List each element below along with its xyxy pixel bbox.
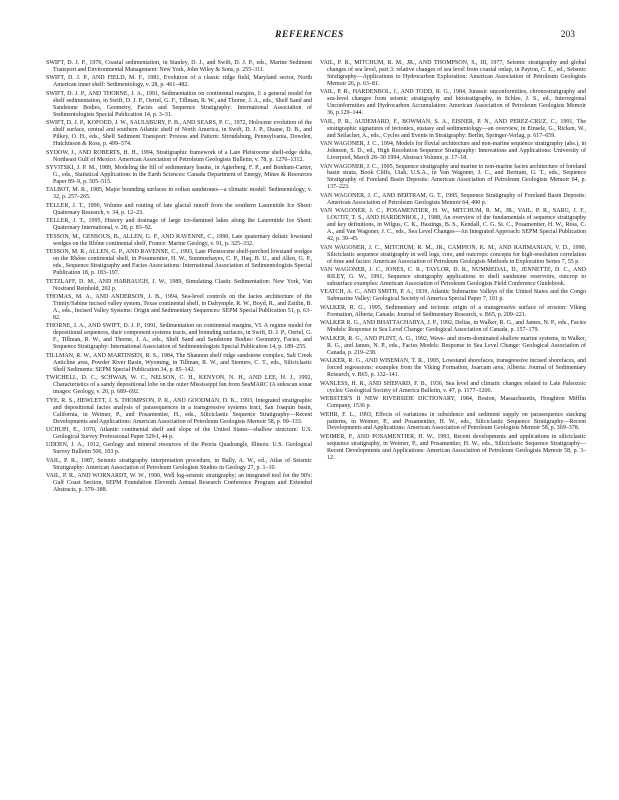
reference-entry: VAN WAGONER, J. C., AND BERTRAM, G. T., 1995, Sequence Stratigraphy of Foreland Basin Deposits: American Association of Petroleum Geologists Memoir 64, 490 p. [320,192,586,206]
reference-entry: TILLMAN, R. W., AND MARTINSEN, R. S., 1984, The Shannon shelf ridge sandstone complex, Salt Creek Anticline area, Powder River Basin, Wyoming, in Tillman, R. W., and Siemers, C. T., eds., Siliciclastic Shelf Sediments: SEPM Special Publication 34, p. 85–142. [46,352,312,373]
reference-entry: VEATCH, A. C., AND SMITH, P. A., 1939, Atlantic Submarine Valleys of the United States and the Congo Submarine Valley: Geological Society of America Special Paper 7, 101 p. [320,289,586,303]
reference-entry: TESSON, M., GENSOUS, B., ALLEN, G. P., AND RAVENNE, C., 1990, Late quaternary deltaic lowstand wedges on the Rhône continental shelf, France: Marine Geology, v. 91, p. 325–332. [46,233,312,247]
reference-entry: VAN WAGONER, J. C., JONES, C. R., TAYLOR, D. R., NUMMEDAL, D., JENNETTE, D. C., AND RILEY, G. W., 1991, Sequence stratigraphy applications to shelf sandstone reservoirs, outcrop to subsurface examples: American Association of Petroleum Geologists Field Conference Guidebook. [320,267,586,287]
reference-entry: VAN WAGONER, J. C., 1995, Sequence stratigraphy and marine to non-marine facies architecture of foreland basin strata, Book Cliffs, Utah, U.S.A., in Van Wagoner, J. C., and Bertram, G. T., eds., Sequence Stratigraphy of Foreland Basin Deposits: American Association of Petroleum Geologists Memoir 64, p. 137–223. [320,163,586,191]
reference-entry: THORNE, J. A., AND SWIFT, D. J. P., 1991, Sedimentation on continental margins, VI. A regime model for depositional sequences, their component systems tracts, and bounding surfaces, in Swift, D. J. P., Oertel, G. F., Tillman, R. W., and Thorne, J. A., eds., Shelf Sand and Sandstone Bodies: Geometry, Facies, and Sequence Stratigraphy: International Association of Sedimentologists Special Publication 14, p. 189–255. [46,323,312,351]
reference-entry: SYVITSKI, J. P. M., 1989, Modeling the fill of sedimentary basins, in Agterberg, F. P., and Bonham-Carter, G., eds., Statistical Applications in the Earth Sciences: Canada Department of Energy, Mines & Resources Paper 89–9, p. 505–515. [46,165,312,185]
reference-entry: VAN WAGONER, J. C., POSAMENTIER, H. W., MITCHUM, R. M., JR., VAIL, P. R., SARG, J. F., LOUTIT, T. S., AND HARDENBOL, J., 1988, An overview of the fundamentals of sequence stratigraphy and key definitions, in Wilgus, C. K., Hastings, B. S., Kendall, C. G. St. C., Posamentier, H. W., Ross, C. A., and Van Wagoner, J. C., eds., Sea Level Changes—An Integrated Approach: SEPM Special Publication 42, p. 39–45. [320,208,586,243]
reference-entry: SYDOW, J., AND ROBERTS, H. H., 1994, Stratigraphic framework of a Late Pleistocene shelf-edge delta, Northeast Gulf of Mexico: American Association of Petroleum Geologists Bulletin, v. 78, p. 1276–1312. [46,149,312,163]
reference-entry: WALKER, R. G., AND PLINT, A. G., 1992, Wave- and storm-dominated shallow marine systems, in Walker, R. G., and James, N. P., eds., Facies Models: Response to Sea Level Change: Geological Association of Canada, p. 219–238. [320,335,586,356]
page-number: 203 [560,30,575,40]
references-column-right [320,60,586,463]
reference-entry: SWIFT, D. J. P., KOFOED, J. W., SAULSBURY, F. B., AND SEARS, P. C., 1972, Holocene evolution of the shelf surface, central and southern Atlantic shelf of North America, in Swift, D. J. P., Duane, D. B., and Pilkey, O. H., eds., Shelf Sediment Transport: Process and Pattern: Stroudsburg, Pennsylvania, Dowden, Hutchinson & Ross, p. 499–574. [46,120,312,148]
reference-entry: VAIL, P. R., MITCHUM, R. M., JR., AND THOMPSON, S., III, 1977, Seismic stratigraphy and global changes of sea level, part 3: relative changes of sea level from coastal onlap, in Payton, C. E., ed., Seismic Stratigraphy—Applications to Hydrocarbon Exploration: American Association of Petroleum Geologists Memoir 26, p. 63–81. [320,60,586,87]
reference-entry: SWIFT, D. J. P., AND FIELD, M. F., 1981, Evolution of a classic ridge field, Maryland sector, North American inner shelf: Sedimentology, v. 28, p. 461–482. [46,75,312,89]
page-header [0,30,619,44]
reference-entry: TETZLAFF, D. M., AND HARBAUGH, J. W., 1989, Simulating Clastic Sedimentation: New York, Van Nostrand Reinhold, 202 p. [46,278,312,292]
reference-entry: THOMAS, M. A., AND ANDERSON, J. B., 1994, Sea-level controls on the facies architecture of the Trinity/Sabine incised valley system, Texas continental shelf, in Dalrymple, R. W., Boyd, R., and Zaitlin, B. A., eds., Incised Valley Systems: Origin and Sedimentary Sequences: SEPM Special Publication 51, p. 63–82. [46,294,312,321]
reference-entry: WEBSTER'S II NEW RIVERSIDE DICTIONARY, 1984, Boston, Massachusetts, Houghton Mifflin Company, 1536 p. [320,396,586,410]
references-column-left [46,60,312,496]
reference-entry: TALBOT, M. R., 1985, Major bounding surfaces in eolian sandstones—a climatic model: Sedimentology, v. 32, p. 257–265. [46,187,312,201]
reference-entry: SWIFT, D. J. P., AND THORNE, J. A., 1991, Sedimentation on continental margins, I: a general model for shelf sedimentation, in Swift, D. J. P., Oertel, G. F., Tillman, R. W., and Thorne, J. A., eds., Shelf Sand and Sandstone Bodies, Geometry, Facies and Sequence Stratigraphy: International Association of Sedimentologists Special Publication 14, p. 3–31. [46,90,312,118]
reference-entry: WALKER, R. G., 1995, Sedimentary and tectonic origin of a transgressive surface of erosion: Viking Formation, Alberta, Canada: Journal of Sedimentary Research, v. B65, p. 209–221. [320,304,586,318]
reference-entry: VAIL, P. R., 1987, Seismic stratigraphy interpretation procedure, in Bally, A. W., ed., Atlas of Seismic Stratigraphy: American Association of Petroleum Geologists Studies in Geology 27, p. 1–10. [46,457,312,471]
reference-entry: WANLESS, H. R., AND SHEPARD, F. B., 1936, Sea level and climatic changes related to Late Paleozoic cycles: Geological Society of America Bulletin, v. 47, p. 1177–1206. [320,380,586,394]
reference-entry: SWIFT, D. J. P., 1976, Coastal sedimentation, in Stanley, D. J., and Swift, D. J. P., eds., Marine Sediment Transport and Environmental Management: New York, John Wiley & Sons, p. 255–311. [46,60,312,73]
reference-entry: TWICHELL, D. C., SCHWAB, W. C., NELSON, C. H., KENYON, N. H., AND LEE, H. J., 1992, Characteristics of a sandy depositional lobe on the outer Mississippi fan from SeaMARC IA sidescan sonar images: Geology, v. 20, p. 689–692. [46,375,312,396]
reference-entry: TELLER, J. T., 1990, Volume and routing of late glacial runoff from the southern Laurentide Ice Sheet: Quaternary Research, v. 34, p. 12–23. [46,202,312,216]
reference-entry: WALKER, R. G., AND WISEMAN, T. R., 1995, Lowstand shorefaces, transgressive incised shorefaces, and forced regressions: examples from the Viking Formation, Joarcam area, Alberta: Journal of Sedimentary Research, v. B65, p. 132–141. [320,358,586,379]
reference-entry: WEHR, F. L., 1993, Effects of variations in subsidence and sediment supply on parasequence stacking patterns, in Weimer, P., and Posamentier, H. W., eds., Siliciclastic Sequence Stratigraphy—Recent Developments and Applications: American Association of Petroleum Geologists Memoir 58, p. 369–378. [320,411,586,432]
reference-entry: WEIMER, P., AND POSAMENTIER, H. W., 1993, Recent developments and applications in siliciclastic sequence stratigraphy, in Weimer, P., and Posamentier, H. W., eds., Siliciclastic Sequence Stratigraphy—Recent Developments and Applications: American Association of Petroleum Geologists Memoir 58, p. 3–12. [320,433,586,461]
reference-entry: TELLER, J. T., 1995, History and drainage of large ice-dammed lakes along the Laurentide Ice Sheet: Quaternary International, v. 28, p. 83–92. [46,218,312,232]
reference-entry: TYE, R. S., HEWLETT, J. S. THOMPSON, P. R., AND GOODMAN, D. K., 1993, Integrated stratigraphic and depositional facies analysis of parasequences in a transgressive systems tract, San Joaquin basin, California, in Weimer, P., and Posamentier, H., eds., Siliciclastic Sequence Stratigraphy—Recent Developments and Applications: American Association of Petroleum Geologists Memoir 58, p. 99–133. [46,397,312,425]
reference-entry: UCHUPI, E., 1970, Atlantic continental shelf and slope of the United States—shallow structure: U.S. Geological Survey Professional Paper 529-I, 44 p. [46,427,312,440]
reference-entry: UDDEN, J. A., 1912, Geology and mineral resources of the Peoria Quadrangle, Illinois: U.S. Geological Survey Bulletin 506, 103 p. [46,442,312,456]
reference-entry: VAN WAGONER, J. C., MITCHUM, R. M., JR., CAMPION, K. M., AND RAHMANIAN, V. D., 1990, Siliciclastic sequence stratigraphy in well logs, core, and outcrops: concepts for high-resolution correlation of time and facies: American Association of Petroleum Geologists Methods in Exploration Series 7, 55 p. [320,244,586,265]
reference-entry: VAN WAGONER, J. C., 1994, Models for fluvial architecture and non-marine sequence stratigraphy (abs.), in Johnson, S. D., ed., High Resolution Sequence Stratigraphy: Innovations and Applications: University of Liverpool, March 28–30 1994, Abstract Volume, p. 17–18. [320,141,586,162]
reference-entry: VAIL, P. R., AUDEMARD, F., BOWMAN, S. A., EISNER, P. N., AND PEREZ-CRUZ, C., 1991, The stratigraphic signatures of tectonics, eustasy and sedimentology—an overview, in Einsele, G., Ricken, W., and Seilacher, A., eds., Cycles and Events in Stratigraphy: Berlin, Springer-Verlag, p. 617–659. [320,118,586,139]
reference-entry: TESSON, M. R., ALLEN, G. P., AND RAVENNE, C., 1993, Late Pleistocene shelf-perched lowstand wedges on the Rhône continental shelf, in Posamentier, H. W., Summerhayes, C. P., Haq, B. U., and Allen, G. P., eds., Sequence Stratigraphy and Facies Associations: International Association of Sedimentologists Special Publication 18, p. 183–197. [46,249,312,277]
running-title: REFERENCES [275,30,344,40]
reference-entry: WALKER R. G., AND BHATTACHARYA, J. P., 1992, Deltas, in Walker, R. G., and James, N. P., eds., Facies Models: Response to Sea Level Change: Geological Association of Canada, p. 157–179. [320,320,586,334]
reference-entry: VAIL, P. R., AND WORNARDT, W. W., 1990, Well log-seismic stratigraphy; an integrated tool for the 90's: Gulf Coast Section, SEPM Foundation Eleventh Annual Research Conference Program and Extended Abstracts, p. 379–388. [46,473,312,494]
reference-entry: VAIL, P. R., HARDENBOL, J., AND TODD, R. G., 1984, Jurassic unconformities, chronostratigraphy and sea-level changes from seismic stratigraphy and biostratigraphy, in Schlee, J. S., ed., Interregional Unconformities and Hydrocarbon Accumulation: American Association of Petroleum Geologists Memoir 36, p.129–144. [320,89,586,117]
